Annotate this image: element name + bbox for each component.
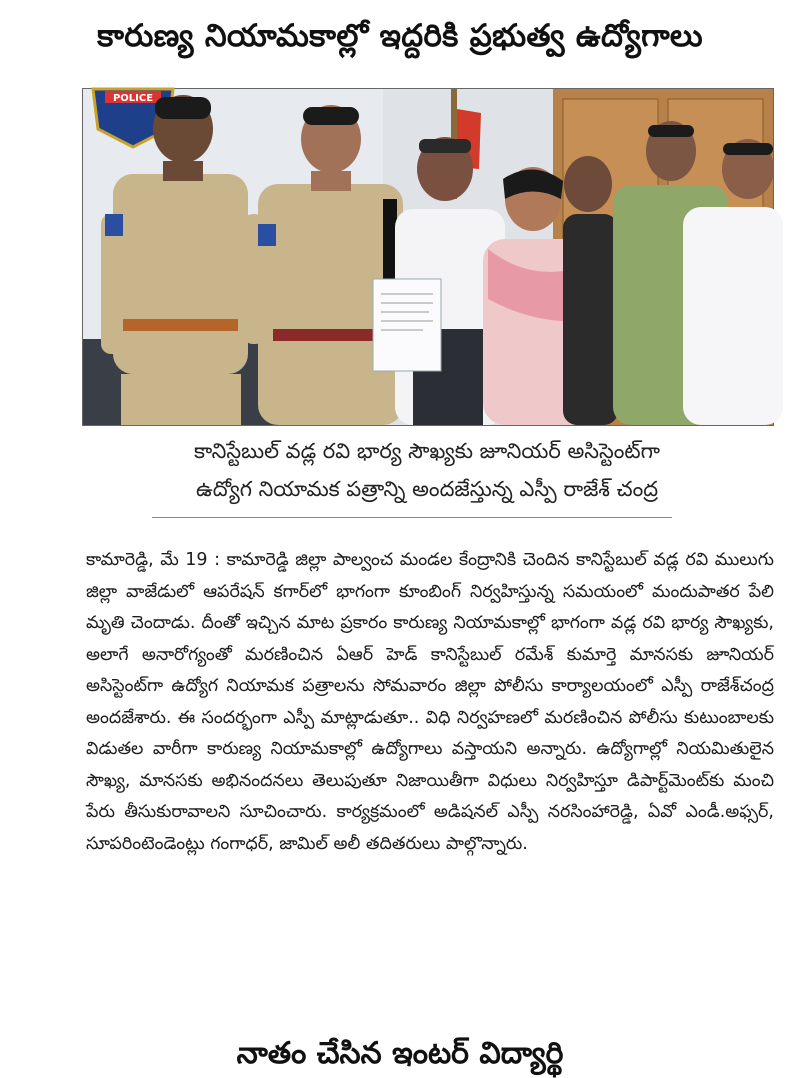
next-article-headline: నాతం చేసిన ఇంటర్ విద్యార్థి: [236, 1036, 564, 1071]
body-paragraph: కామారెడ్డి, మే 19 : కామారెడ్డి జిల్లా పాల్వంచ మండల కేంద్రానికి చెందిన కానిస్టేబుల్ వడ్ల రవి ములుగు జిల్లా వాజేడులో ఆపరేషన్ కగార్‌లో భాగంగా కూంబింగ్ నిర్వహిస్తున్న సమయంలో మందుపాతర పేలి మృతి చెందాడు. దీంతో ఇచ్చిన మాట ప్రకారం కారుణ్య నియామకాల్లో భాగంగా వడ్ల రవి భార్య సౌఖ్యకు, అలాగే అనారోగ్యంతో మరణించిన ఏఆర్ హెడ్ కానిస్టేబుల్ రమేశ్ కుమార్తె మానసకు జూనియర్ అసిస్టెంట్‌గా ఉద్యోగ నియామక పత్రాలను సోమవారం జిల్లా పోలీసు కార్యాలయంలో ఎస్పీ రాజేశ్‌చంద్ర అందజేశారు. ఈ సందర్భంగా ఎస్పీ మాట్లాడుతూ.. విధి నిర్వహణలో మరణించిన పోలీసు కుటుంబాలకు విడుతల వారీగా కారుణ్య నియామకాల్లో ఉద్యోగాలు వస్తాయని అన్నారు. ఉద్యోగాల్లో నియమితులైన సౌఖ్య, మానసకు అభినందనలు తెలుపుతూ నిజాయితీగా విధులు నిర్వహిస్తూ డిపార్ట్‌మెంట్‌కు మంచి పేరు తీసుకురావాలని సూచించారు. కార్యక్రమంలో అడిషనల్ ఎస్పీ నరసింహారెడ్డి, ఏవో ఎండీ.అఫ్సర్, సూపరింటెండెంట్లు గంగాధర్, జామిల్ అలీ తదితరులు పాల్గొన్నారు.: [86, 550, 774, 854]
caption-divider: [152, 517, 672, 518]
caption-line: కానిస్టేబుల్ వడ్ల రవి భార్య సౌఖ్యకు జూనియర్ అసిస్టెంట్‌గా: [194, 439, 660, 463]
appointment-letter: [373, 279, 441, 371]
svg-text:POLICE: POLICE: [112, 93, 154, 104]
article-body: [86, 545, 774, 860]
caption-line: ఉద్యోగ నియామక పత్రాన్ని అందజేస్తున్న ఎస్పీ రాజేశ్ చంద్ర: [195, 477, 659, 501]
photo-caption: [82, 432, 772, 508]
headline: కారుణ్య నియామకాల్లో ఇద్దరికి ప్రభుత్వ ఉద్యోగాలు: [97, 18, 703, 54]
news-photo: [82, 88, 774, 426]
